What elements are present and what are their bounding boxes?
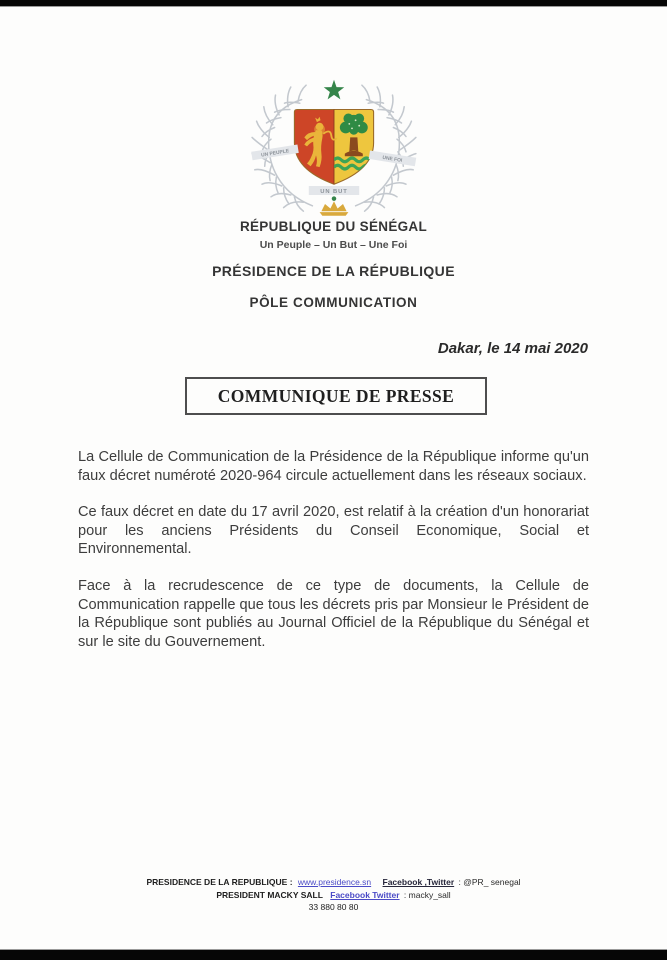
footer (0, 876, 667, 914)
national-motto: Un Peuple – Un But – Une Foi (259, 239, 408, 251)
ribbon-left (251, 144, 299, 160)
president-twitter-handle: : macky_sall (403, 889, 451, 900)
country-name: RÉPUBLIQUE DU SÉNÉGAL (239, 219, 428, 234)
paragraph-1: La Cellule de Communication de la Présidence de la République informe qu'un faux décret numéroté 2020-964 circule actuellement dans les réseaux sociaux. (78, 449, 589, 484)
presidency-twitter-handle: : @PR_ senegal (458, 877, 521, 887)
president-social-links[interactable]: Facebook Twitter (330, 889, 400, 900)
footer-presidency-label: PRESIDENCE DE LA REPUBLIQUE : (146, 877, 293, 887)
gold-ornament-icon (319, 196, 348, 215)
ribbon-bottom (308, 186, 358, 195)
presidency-website-link[interactable]: www.presidence.sn (297, 877, 372, 887)
star-icon (323, 80, 344, 100)
paragraph-2: Ce faux décret en date du 17 avril 2020, est relatif à la création d'un honorariat pour les anciens Présidents du Conseil Economique, Social et Environnemental. (78, 504, 589, 558)
institution-name: PRÉSIDENCE DE LA RÉPUBLIQUE (212, 263, 455, 279)
body-text (78, 448, 589, 669)
footer-president-label: PRESIDENT MACKY SALL (216, 889, 323, 900)
ribbon-right (368, 150, 416, 166)
press-release-title: COMMUNIQUE DE PRESSE (185, 377, 487, 415)
svg-text:UN PEUPLE: UN PEUPLE (260, 149, 290, 159)
footer-phone-number: 33 880 80 80 (308, 902, 359, 912)
senegal-coat-of-arms (244, 78, 424, 222)
footer-line-2 (0, 889, 667, 902)
photo-edge-bottom (0, 949, 667, 960)
presidency-social-links[interactable]: Facebook ,Twitter (382, 877, 455, 887)
svg-text:UN BUT: UN BUT (319, 188, 348, 195)
shield (294, 110, 377, 185)
footer-line-1 (0, 876, 667, 889)
photo-edge-top (0, 0, 667, 7)
svg-text:UNE FOI: UNE FOI (381, 155, 402, 164)
dateline: Dakar, le 14 mai 2020 (437, 340, 588, 357)
paragraph-3: Face à la recrudescence de ce type de documents, la Cellule de Communication rappelle que tous les décrets pris par Monsieur le Président de la République sont publiés au Journal Officiel de la République du Sénégal et sur le site du Gouvernement. (78, 577, 589, 650)
department-name: PÔLE COMMUNICATION (249, 295, 418, 310)
